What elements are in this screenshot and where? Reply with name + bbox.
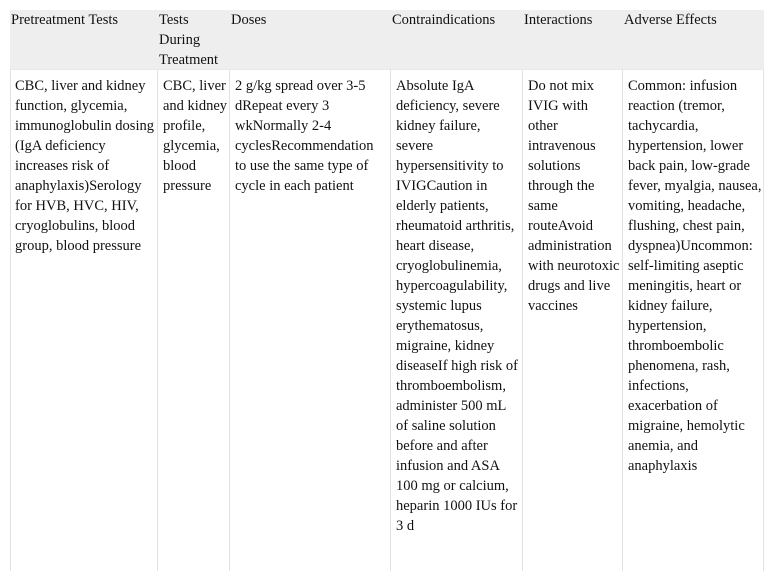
cell-pretreatment-tests: CBC, liver and kidney function, glycemia, immunoglobulin dosing (IgA deficiency increases risk of anaphylaxis)Serology for HVB, HVC, HIV, cryoglobulins, blood group, blood pressure [15, 78, 154, 254]
header-tests-during-treatment: Tests During Treatment [159, 12, 219, 68]
cell-adverse-effects: Common: infusion reaction (tremor, tachycardia, hypertension, lower back pain, low-grade fever, myalgia, nausea, vomiting, headache, flushing, chest pain, dyspnea)Uncommon: self-limiting aseptic meningitis, heart or kidney failure, hypertension, thromboembolic phenomena, rash, infections, exacerbation of migraine, hemolytic anemia, and anaphylaxis [628, 78, 762, 474]
header-contraindications: Contraindications [392, 12, 496, 28]
column-divider [390, 70, 391, 571]
header-doses: Doses [231, 12, 267, 28]
cell-contraindications: Absolute IgA deficiency, severe kidney failure, severe hypersensitivity to IVIGCaution in elderly patients, rheumatoid arthritis, heart disease, cryoglobulinemia, hypercoagulability, systemic lupus erythematosus, migraine, kidney diseaseIf high risk of thromboembolism, administer 500 mL of saline solution before and after infusion and ASA 100 mg or calcium, heparin 1000 IUs for 3 d [396, 78, 519, 534]
header-pretreatment-tests: Pretreatment Tests [11, 12, 119, 28]
header-interactions: Interactions [524, 12, 593, 28]
column-divider [229, 70, 230, 571]
table-header-row [10, 10, 764, 69]
treatment-table [10, 10, 764, 571]
cell-doses: 2 g/kg spread over 3-5 dRepeat every 3 wkNormally 2-4 cyclesRecommendation to use the same type of cycle in each patient [235, 78, 374, 194]
header-adverse-effects: Adverse Effects [624, 12, 717, 28]
column-divider [622, 70, 623, 571]
column-divider [10, 70, 11, 571]
table-row [10, 70, 764, 571]
column-divider [522, 70, 523, 571]
cell-tests-during-treatment: CBC, liver and kidney profile, glycemia, blood pressure [163, 78, 228, 194]
cell-interactions: Do not mix IVIG with other intravenous solutions through the same routeAvoid administration with neurotoxic drugs and live vaccines [528, 78, 620, 314]
column-divider [157, 70, 158, 571]
column-divider [763, 70, 764, 571]
